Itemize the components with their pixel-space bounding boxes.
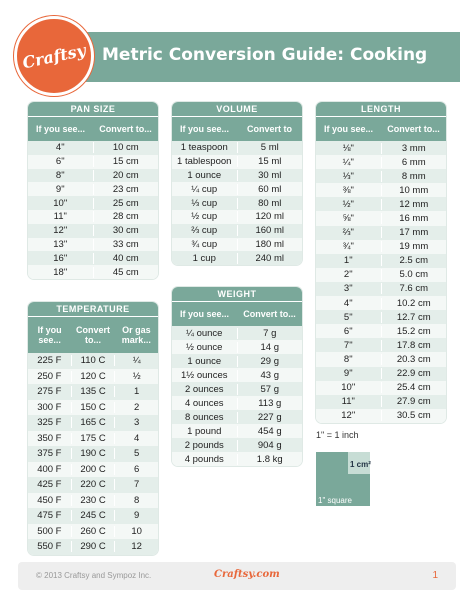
table-cell: 22.9 cm: [381, 368, 447, 379]
table-header-row: [316, 117, 446, 141]
table-row: [316, 367, 446, 381]
table-row: [28, 400, 158, 416]
table-title: WEIGHT: [172, 287, 302, 302]
table-cell: 25 cm: [93, 198, 159, 209]
table-cell: 10.2 cm: [381, 298, 447, 309]
table-row: [28, 415, 158, 431]
table-row: [28, 493, 158, 509]
table-cell: 11": [341, 396, 355, 408]
table-row: [316, 395, 446, 409]
table-cell: 8": [55, 169, 65, 181]
table-row: [28, 196, 158, 210]
table-cell: 2 ounces: [184, 383, 224, 395]
table-cell: 250 F: [37, 370, 62, 382]
table-row: [316, 197, 446, 211]
table-cell: 57 g: [237, 384, 303, 395]
table-cell: 15 ml: [237, 156, 303, 167]
table-cell: ¾ cup: [191, 238, 218, 250]
table-cell: 6": [55, 156, 65, 168]
table-row: [28, 251, 158, 265]
title-banner: [40, 32, 460, 82]
table-header-row: [172, 302, 302, 326]
inch-label: 1" = 1 inch: [316, 430, 359, 440]
table-header-row: [172, 117, 302, 141]
table-row: [172, 452, 302, 466]
table-cell: 9": [55, 183, 65, 195]
table-row: [172, 326, 302, 340]
table-cell: 5": [343, 311, 353, 323]
table-row: [316, 254, 446, 268]
table-cell: 1 pound: [187, 425, 222, 437]
table-cell: 1.8 kg: [237, 454, 303, 465]
table-row: [28, 353, 158, 369]
table-cell: 8: [114, 495, 158, 506]
table-cell: 25.4 cm: [381, 382, 447, 393]
table-cell: 12": [53, 225, 68, 237]
table-row: [172, 438, 302, 452]
table-body: [28, 353, 158, 555]
banner-notch: [460, 32, 474, 82]
table-row: [28, 141, 158, 155]
table-row: [316, 324, 446, 338]
weight-table: [172, 287, 302, 466]
copyright-text: © 2013 Craftsy and Sympoz Inc.: [36, 571, 152, 580]
table-cell: ½ ounce: [186, 341, 223, 353]
table-cell: 19 mm: [381, 241, 447, 252]
table-cell: 12.7 cm: [381, 312, 447, 323]
table-cell: 135 C: [71, 386, 115, 397]
table-cell: 275 F: [37, 386, 62, 398]
square-label: 1" square: [318, 496, 352, 505]
table-row: [316, 240, 446, 254]
table-cell: 3 mm: [381, 143, 447, 154]
table-row: [316, 169, 446, 183]
table-cell: 18": [53, 266, 68, 278]
table-title: VOLUME: [172, 102, 302, 117]
table-cell: ⅛": [342, 142, 354, 154]
table-cell: 30 ml: [237, 170, 303, 181]
table-row: [28, 446, 158, 462]
table-row: [316, 310, 446, 324]
table-row: [28, 508, 158, 524]
table-cell: 475 F: [37, 510, 62, 522]
table-cell: 11": [53, 211, 67, 223]
table-cell: 375 F: [37, 448, 62, 460]
table-cell: 80 ml: [237, 198, 303, 209]
table-cell: 1 ounce: [187, 355, 222, 367]
table-row: [28, 155, 158, 169]
table-cell: ¼ cup: [191, 183, 218, 195]
table-cell: 8 ounces: [184, 411, 224, 423]
table-cell: 425 F: [37, 479, 62, 491]
table-cell: 4: [114, 433, 158, 444]
table-cell: 4": [343, 297, 353, 309]
table-cell: ¼": [342, 156, 354, 168]
column-header: Convert to...: [387, 124, 440, 134]
table-header-row: [28, 117, 158, 141]
table-cell: 110 C: [71, 355, 115, 366]
table-cell: 245 C: [71, 510, 115, 521]
table-cell: 30.5 cm: [381, 410, 447, 421]
table-cell: 1: [114, 386, 158, 397]
table-row: [28, 238, 158, 252]
table-cell: 27.9 cm: [381, 396, 447, 407]
table-row: [172, 382, 302, 396]
table-body: [172, 141, 302, 265]
table-cell: 4": [55, 142, 65, 154]
table-cell: 17 mm: [381, 227, 447, 238]
table-row: [316, 381, 446, 395]
table-row: [172, 251, 302, 265]
volume-table: [172, 102, 302, 265]
table-row: [28, 477, 158, 493]
table-cell: ⅔ cup: [191, 225, 218, 237]
pan-size-table: [28, 102, 158, 279]
table-cell: 12 mm: [381, 199, 447, 210]
table-cell: 16": [53, 252, 68, 264]
table-row: [172, 410, 302, 424]
table-cell: 14 g: [237, 342, 303, 353]
table-cell: 2": [343, 269, 353, 281]
table-cell: 454 g: [237, 426, 303, 437]
table-cell: 500 F: [37, 525, 62, 537]
table-cell: 550 F: [37, 541, 62, 553]
table-cell: 190 C: [71, 448, 115, 459]
table-cell: 10": [341, 382, 356, 394]
column-header: Or gas mark...: [121, 325, 151, 345]
table-row: [28, 462, 158, 478]
table-cell: ¾": [342, 241, 354, 253]
table-cell: 33 cm: [93, 239, 159, 250]
table-cell: 6: [114, 464, 158, 475]
table-cell: 113 g: [237, 398, 303, 409]
table-row: [172, 210, 302, 224]
table-cell: 2.5 cm: [381, 255, 447, 266]
column-header: Convert to...: [99, 124, 152, 134]
table-cell: 10 cm: [93, 142, 159, 153]
table-row: [172, 182, 302, 196]
table-cell: 4 pounds: [184, 453, 224, 465]
column-header: If you see...: [179, 124, 230, 134]
column-header: If you see...: [323, 124, 374, 134]
table-row: [316, 409, 446, 423]
column-header: If you see...: [37, 325, 62, 345]
table-cell: 5 ml: [237, 142, 303, 153]
table-cell: 120 C: [71, 371, 115, 382]
table-row: [316, 268, 446, 282]
table-row: [28, 369, 158, 385]
table-cell: 7: [114, 479, 158, 490]
table-cell: 180 ml: [237, 239, 303, 250]
table-row: [28, 265, 158, 279]
table-cell: 20.3 cm: [381, 354, 447, 365]
table-cell: 400 F: [37, 463, 62, 475]
length-table: [316, 102, 446, 423]
table-cell: 300 F: [37, 401, 62, 413]
table-cell: 30 cm: [93, 225, 159, 236]
table-row: [28, 431, 158, 447]
table-cell: ½": [342, 198, 354, 210]
table-cell: 1 tablespoon: [177, 156, 232, 168]
table-cell: 5.0 cm: [381, 269, 447, 280]
table-cell: 40 cm: [93, 253, 159, 264]
table-row: [316, 226, 446, 240]
column-header: Convert to...: [75, 325, 110, 345]
table-row: [172, 354, 302, 368]
table-row: [28, 169, 158, 183]
table-cell: 220 C: [71, 479, 115, 490]
table-cell: 325 F: [37, 417, 62, 429]
craftsy-logo: [14, 16, 94, 96]
page-number: 1: [432, 570, 438, 581]
table-cell: 45 cm: [93, 267, 159, 278]
table-cell: 9": [343, 368, 353, 380]
table-cell: 4 ounces: [184, 397, 224, 409]
table-row: [316, 296, 446, 310]
table-row: [316, 155, 446, 169]
table-row: [172, 141, 302, 155]
table-cell: 16 mm: [381, 213, 447, 224]
table-row: [28, 539, 158, 555]
table-title: PAN SIZE: [28, 102, 158, 117]
table-row: [316, 211, 446, 225]
table-cell: 1 ounce: [187, 169, 222, 181]
cm-label: 1 cm²: [350, 460, 371, 469]
table-cell: ⅜": [342, 184, 354, 196]
table-row: [316, 338, 446, 352]
table-cell: 6": [343, 325, 353, 337]
table-cell: 450 F: [37, 494, 62, 506]
table-cell: ½: [114, 371, 158, 382]
table-row: [172, 224, 302, 238]
table-cell: 290 C: [71, 541, 115, 552]
table-cell: ¼: [114, 355, 158, 366]
table-cell: 1½ ounces: [181, 369, 228, 381]
table-cell: 2: [114, 402, 158, 413]
table-cell: 20 cm: [93, 170, 159, 181]
table-row: [28, 384, 158, 400]
table-cell: 200 C: [71, 464, 115, 475]
table-cell: 160 ml: [237, 225, 303, 236]
table-cell: 10": [53, 197, 68, 209]
table-cell: 3": [343, 283, 353, 295]
column-header: Convert to: [247, 124, 292, 134]
table-cell: 350 F: [37, 432, 62, 444]
table-cell: 240 ml: [237, 253, 303, 264]
table-cell: 225 F: [37, 355, 62, 367]
table-cell: 29 g: [237, 356, 303, 367]
table-cell: 260 C: [71, 526, 115, 537]
table-cell: ⅓ cup: [191, 197, 218, 209]
table-row: [172, 368, 302, 382]
table-cell: 227 g: [237, 412, 303, 423]
table-cell: ¼ ounce: [186, 327, 223, 339]
table-row: [172, 396, 302, 410]
table-cell: 6 mm: [381, 157, 447, 168]
table-cell: 904 g: [237, 440, 303, 451]
table-row: [172, 424, 302, 438]
table-cell: 7 g: [237, 328, 303, 339]
table-cell: 175 C: [71, 433, 115, 444]
table-row: [28, 182, 158, 196]
table-row: [28, 524, 158, 540]
table-cell: 17.8 cm: [381, 340, 447, 351]
table-cell: 23 cm: [93, 184, 159, 195]
table-body: [28, 141, 158, 279]
table-cell: ½ cup: [191, 211, 218, 223]
table-cell: 12": [341, 410, 356, 422]
table-row: [172, 169, 302, 183]
footer: [18, 562, 456, 590]
table-body: [172, 326, 302, 466]
table-cell: 10: [114, 526, 158, 537]
table-row: [172, 238, 302, 252]
table-cell: 165 C: [71, 417, 115, 428]
table-cell: ⅓": [342, 170, 354, 182]
table-row: [172, 155, 302, 169]
logo-text: Craftsy: [20, 40, 88, 72]
table-row: [28, 224, 158, 238]
table-title: TEMPERATURE: [28, 302, 158, 317]
table-row: [172, 340, 302, 354]
column-header: If you see...: [179, 309, 230, 319]
table-cell: 43 g: [237, 370, 303, 381]
table-cell: 9: [114, 510, 158, 521]
table-row: [172, 196, 302, 210]
table-cell: 7.6 cm: [381, 283, 447, 294]
table-cell: 8 mm: [381, 171, 447, 182]
table-cell: 60 ml: [237, 184, 303, 195]
table-row: [316, 183, 446, 197]
column-header: If you see...: [35, 124, 86, 134]
table-row: [316, 141, 446, 155]
table-cell: 28 cm: [93, 211, 159, 222]
table-cell: 120 ml: [237, 211, 303, 222]
table-row: [316, 282, 446, 296]
table-cell: ⅝": [342, 213, 354, 225]
table-cell: 12: [114, 541, 158, 552]
table-cell: 1 cup: [192, 252, 216, 264]
table-cell: 230 C: [71, 495, 115, 506]
table-cell: 3: [114, 417, 158, 428]
table-cell: 1 teaspoon: [180, 142, 228, 154]
table-cell: 150 C: [71, 402, 115, 413]
table-row: [316, 352, 446, 366]
page-title: Metric Conversion Guide: Cooking: [102, 45, 428, 65]
temperature-table: [28, 302, 158, 555]
table-cell: 15.2 cm: [381, 326, 447, 337]
table-row: [28, 210, 158, 224]
column-header: Convert to...: [243, 309, 296, 319]
table-cell: 2 pounds: [184, 439, 224, 451]
table-cell: 13": [53, 238, 68, 250]
table-cell: 8": [343, 353, 353, 365]
table-cell: 1": [343, 255, 353, 267]
table-cell: 7": [343, 339, 353, 351]
table-cell: ⅔": [342, 227, 354, 239]
footer-site-link[interactable]: Craftsy.com: [214, 569, 280, 580]
table-cell: 10 mm: [381, 185, 447, 196]
table-header-row: [28, 317, 158, 353]
table-body: [316, 141, 446, 423]
table-cell: 5: [114, 448, 158, 459]
table-title: LENGTH: [316, 102, 446, 117]
table-cell: 15 cm: [93, 156, 159, 167]
